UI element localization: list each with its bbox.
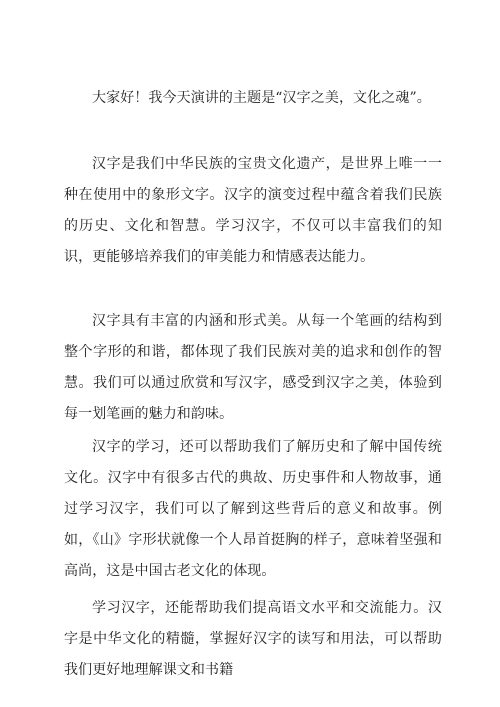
paragraph-language-skills: 学习汉字，还能帮助我们提高语文水平和交流能力。汉字是中华文化的精髓，掌握好汉字的读写和用法，可以帮助我们更好地理解课文和书籍 [64,600,442,678]
paragraph-heritage: 汉字是我们中华民族的宝贵文化遗产，是世界上唯一一种在使用中的象形文字。汉字的演变过程中蕴含着我们民族的历史、文化和智慧。学习汉字，不仅可以丰富我们的知识，更能够培养我们的审美能力和情感表达能力。 [64,156,442,265]
paragraph-beauty: 汉字具有丰富的内涵和形式美。从每一个笔画的结构到整个字形的和谐，都体现了我们民族对美的追求和创作的智慧。我们可以通过欣赏和写汉字，感受到汉字之美，体验到每一划笔画的魅力和韵味。 [64,313,442,422]
paragraph-intro: 大家好！我今天演讲的主题是“汉字之美，文化之魂”。 [92,90,431,106]
paragraph-history: 汉字的学习，还可以帮助我们了解历史和了解中国传统文化。汉字中有很多古代的典故、历史事件和人物故事，通过学习汉字，我们可以了解到这些背后的意义和故事。例如，《山》字形状就像一个人昂首挺胸的样子，意味着坚强和高尚，这是中国古老文化的体现。 [64,439,442,579]
